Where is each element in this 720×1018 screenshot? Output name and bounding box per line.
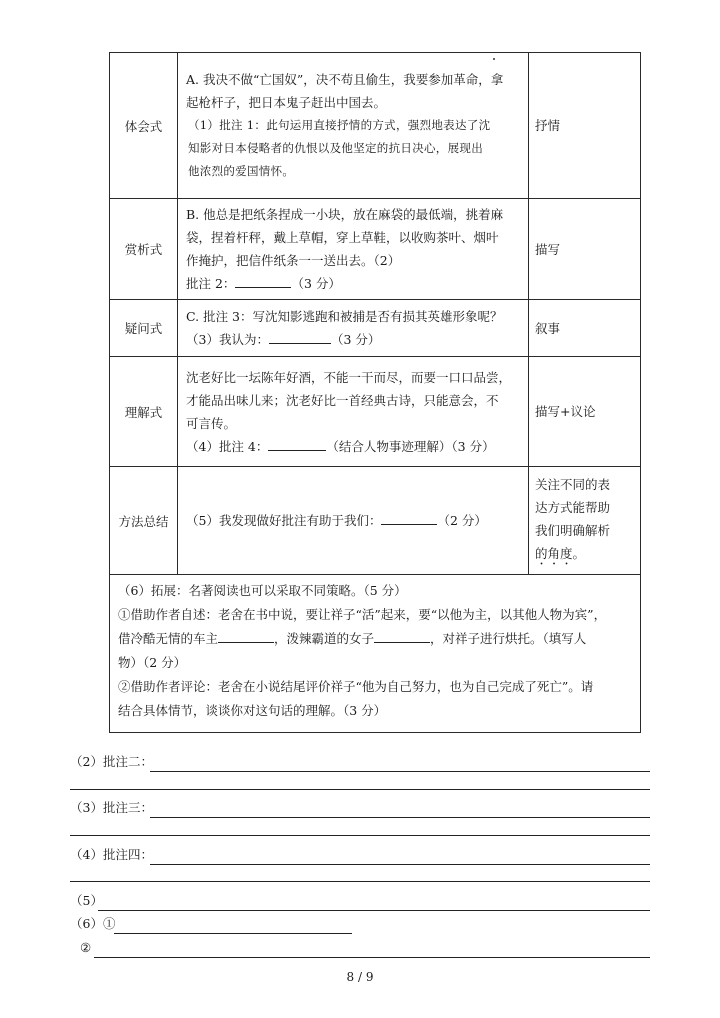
extension-row (110, 575, 641, 733)
expression-mode: 抒情 (529, 53, 641, 199)
fill-blank[interactable] (374, 628, 430, 643)
answer-3 (70, 798, 650, 822)
row-content: 沈老好比一坛陈年好酒，不能一干而尽，而要一口口品尝， 才能品出味儿来；沈老好比一首经典古诗，只能意会，不 可言传。 （4）批注 4： （结合人物事迹理解）（3 分） (178, 357, 529, 467)
q1-fill-line: 借冷酷无情的车主 ，泼辣霸道的女子 ，对祥子进行烘托。（填写人 (118, 627, 630, 651)
answer-label: （4）批注四： (70, 847, 153, 862)
row-content: C. 批注 3：写沈知影逃跑和被捕是否有损其英雄形象呢？ （3）我认为： （3 分） (178, 300, 529, 357)
expression-mode: 叙事 (529, 300, 641, 357)
row-label: 体会式 (110, 53, 178, 199)
row-label: 赏析式 (110, 199, 178, 300)
answer-6b (80, 938, 650, 962)
answer-line[interactable] (150, 864, 650, 865)
answer-6 (70, 914, 650, 938)
note-3-line: （3）我认为： （3 分） (186, 328, 520, 351)
answer-5 (70, 891, 650, 915)
answer-line[interactable] (114, 933, 352, 934)
extension-content: （6）拓展：名著阅读也可以采取不同策略。（5 分） ①借助作者自述：老舍在书中说，要让祥子“活”起来，要“以他为主，以其他人物为宾”， 借冷酷无情的车主 ，泼辣霸道的女子 ，对祥子进行烘托。（填写人 物）（2 分） ②借助作者评论：老舍在小说结尾评价祥子“他为自己努力，也为自己完成了死亡”。请 结合具体情节，谈谈你对这句话的理解。（3 分） (110, 575, 641, 733)
answer-line[interactable] (150, 771, 650, 772)
row-label: 方法总结 (110, 467, 178, 575)
expression-mode: 描写 (529, 199, 641, 300)
row-label: 理解式 (110, 357, 178, 467)
answer-label: （5） (70, 893, 103, 908)
answer-label: （6）① (70, 916, 116, 931)
answer-line[interactable] (70, 835, 650, 836)
table-row (110, 467, 641, 575)
answer-line[interactable] (150, 817, 650, 818)
table-row (110, 199, 641, 300)
method-summary: 关注不同的表 达方式能帮助 我们明确解析 的角度。 (529, 467, 641, 575)
fill-blank[interactable] (218, 628, 274, 643)
answer-4 (70, 845, 650, 869)
page-number: 8 / 9 (346, 970, 374, 984)
row-content: （5）我发现做好批注有助于我们： （2 分） (178, 467, 529, 575)
table-row (110, 53, 641, 199)
answer-line[interactable] (98, 910, 650, 911)
answer-2 (70, 752, 650, 776)
row-content: A. 我决不做“亡国奴”，决不苟且偷生，我要参加革命，拿 起枪杆子，把日本鬼子赶出中国去。 （1）批注 1：此句运用直接抒情的方式，强烈地表达了沈 知影对日本侵略者的仇恨以及他坚定的抗日决心，展现出 他浓烈的爱国情怀。 (178, 53, 529, 199)
fill-blank[interactable] (269, 329, 331, 344)
note-2-line: 批注 2： （3 分） (186, 272, 520, 295)
table-row (110, 300, 641, 357)
row-content: B. 他总是把纸条捏成一小块，放在麻袋的最低端，挑着麻 袋，捏着杆秤，戴上草帽，穿上草鞋，以收购茶叶、烟叶 作掩护，把信件纸条一一送出去。（2） 批注 2： （3 分） (178, 199, 529, 300)
table-row (110, 357, 641, 467)
fill-blank[interactable] (381, 510, 437, 525)
answer-line[interactable] (94, 957, 650, 958)
answer-label: （2）批注二： (70, 754, 153, 769)
row-label: 疑问式 (110, 300, 178, 357)
note-4-line: （4）批注 4： （结合人物事迹理解）（3 分） (186, 435, 520, 458)
answer-label: ② (80, 940, 92, 955)
answer-label: （3）批注三： (70, 800, 153, 815)
answer-line[interactable] (70, 881, 650, 882)
expression-mode: 描写+议论 (529, 357, 641, 467)
fill-blank[interactable] (268, 436, 326, 451)
annotation-table (109, 52, 641, 733)
fill-blank[interactable] (235, 273, 291, 288)
answer-line[interactable] (70, 789, 650, 790)
